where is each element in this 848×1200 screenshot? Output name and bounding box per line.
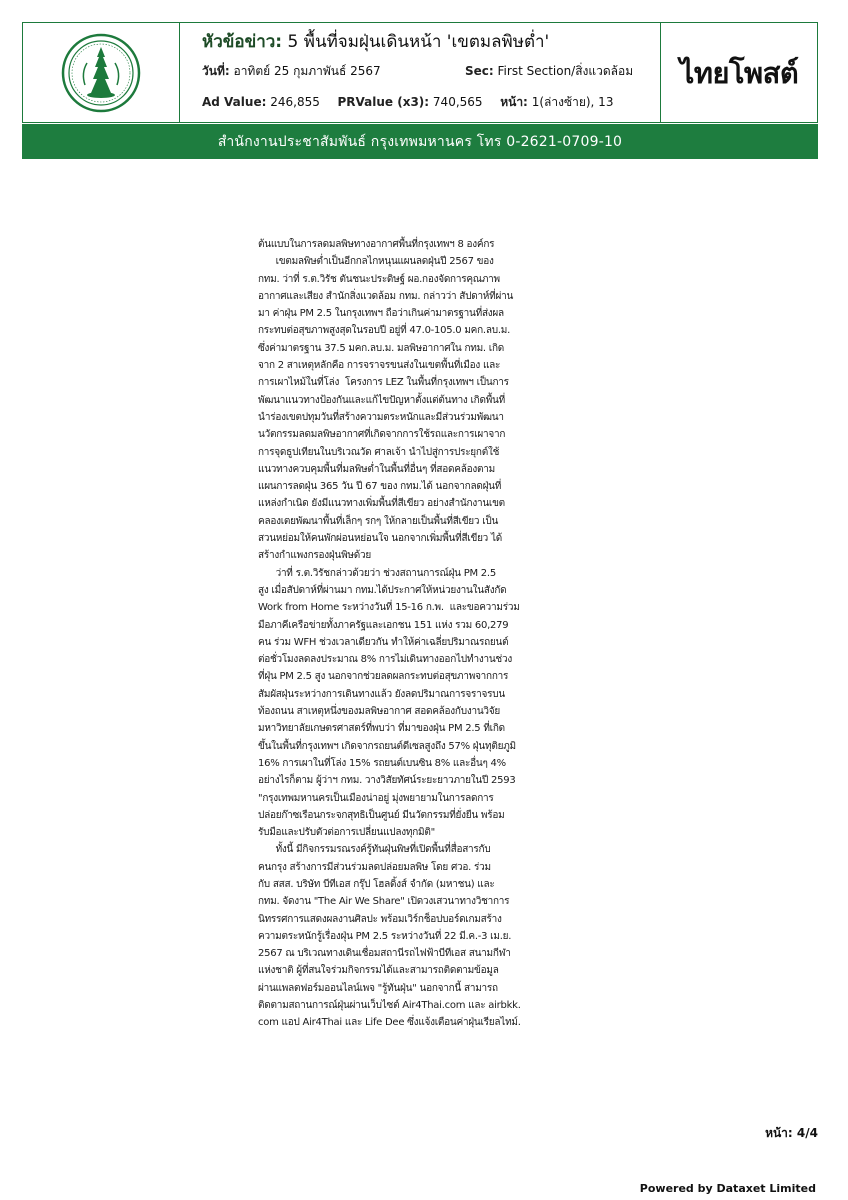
headline-row <box>202 31 660 53</box>
article-line: ผ่านแพลตฟอร์มออนไลน์เพจ "รู้ทันฝุ่น" นอกจากนี้ สามารถ <box>258 982 498 994</box>
article-line: กระทบต่อสุขภาพสูงสุดในรอบปี อยู่ที่ 47.0-105.0 มคก.ลบ.ม. <box>258 325 511 337</box>
page-number-value: 4/4 <box>796 1126 818 1140</box>
ad-value-label: Ad Value: <box>202 95 267 109</box>
article-line: สร้างกำแพงกรองฝุ่นพิษด้วย <box>258 550 371 562</box>
article-line: ท้องถนน สาเหตุหนึ่งของมลพิษอากาศ สอดคล้องกับงานวิจัย <box>258 706 500 718</box>
article-line: คน ร่วม WFH ช่วงเวลาเดียวกัน ทำให้ค่าเฉลี่ยปริมาณรถยนต์ <box>258 636 509 648</box>
article-line: ติดตามสถานการณ์ฝุ่นผ่านเว็บไซต์ Air4Thai.com และ airbkk. <box>258 1000 521 1012</box>
article-line: Work from Home ระหว่างวันที่ 15-16 ก.พ. และขอความร่วม <box>258 602 520 614</box>
page-number-label: หน้า: <box>765 1126 793 1140</box>
article-line: 16% การเผาในที่โล่ง 15% รถยนต์เบนซิน 8% และอื่นๆ 4% <box>258 757 506 769</box>
article-line: ว่าที่ ร.ต.วิรัชกล่าวด้วยว่า ช่วงสถานการณ์ฝุ่น PM 2.5 <box>258 567 496 579</box>
powered-by: Powered by Dataxet Limited <box>639 1182 816 1195</box>
article-line: พัฒนาแนวทางป้องกันและแก้ไขปัญหาตั้งแต่ต้นทาง เกิดพื้นที่ <box>258 394 505 406</box>
article-line: การจุดธูปเทียนในบริเวณวัด ศาลเจ้า นำไปสู่การประยุกต์ใช้ <box>258 446 500 458</box>
article-line: ขึ้นในพื้นที่กรุงเทพฯ เกิดจากรถยนต์ดีเซลสูงถึง 57% ฝุ่นทุติยภูมิ <box>258 740 516 752</box>
headline-label: หัวข้อข่าว: <box>202 32 283 52</box>
article-line: แผนการลดฝุ่น 365 วัน ปี 67 ของ กทม.ได้ นอกจากลดฝุ่นที่ <box>258 481 502 493</box>
article-line: กับ สสส. บริษัท บีทีเอส กรุ๊ป โฮลดิ้งส์ จำกัด (มหาชน) และ <box>258 878 495 890</box>
article-line: อย่างไรก็ตาม ผู้ว่าฯ กทม. วางวิสัยทัศน์ระยะยาวภายในปี 2593 <box>258 775 516 787</box>
article-line: ซึ่งค่ามาตรฐาน 37.5 มคก.ลบ.ม. มลพิษอากาศใน กทม. เกิด <box>258 342 505 354</box>
article-line: เขตมลพิษต่ำเป็นอีกกลไกหนุนแผนลดฝุ่นปี 2567 ของ <box>258 256 494 268</box>
article-line: นำร่องเขตปทุมวันที่สร้างความตระหนักและมีส่วนร่วมพัฒนา <box>258 411 504 423</box>
pr-value-label: PRValue (x3): <box>337 95 430 109</box>
article-line: มือภาคีเครือข่ายทั้งภาครัฐและเอกชน 151 แห่ง รวม 60,279 <box>258 619 509 631</box>
article-line: รับมือและปรับตัวต่อการเปลี่ยนแปลงทุกมิติ" <box>258 827 435 839</box>
headline: 5 พื้นที่จมฝุ่นเดินหน้า 'เขตมลพิษต่ำ' <box>287 32 550 52</box>
article-line: สัมผัสฝุ่นระหว่างการเดินทางแล้ว ยังลดปริมาณการจราจรบน <box>258 688 505 700</box>
pr-value: 740,565 <box>432 95 483 109</box>
section-group <box>465 62 633 81</box>
banner-text: สำนักงานประชาสัมพันธ์ กรุงเทพมหานคร โทร 0-2621-0709-10 <box>217 133 623 150</box>
section-value: First Section/สิ่งแวดล้อม <box>497 64 634 78</box>
article-line: กทม. ว่าที่ ร.ต.วิรัช ตันชนะประดิษฐ์ ผอ.กองจัดการคุณภาพ <box>258 273 500 285</box>
article-line: มหาวิทยาลัยเกษตรศาสตร์ที่พบว่า ที่มาของฝุ่น PM 2.5 ที่เกิด <box>258 723 505 735</box>
article-line: จาก 2 สาเหตุหลักคือ การจราจรขนส่งในเขตพื้นที่เมือง และ <box>258 360 501 372</box>
article-line: com แอป Air4Thai และ Life Dee ซึ่งแจ้งเตือนค่าฝุ่นเรียลไทม์. <box>258 1017 521 1029</box>
article-line: ต่อชั่วโมงลดลงประมาณ 8% การไม่เดินทางออกไปทำงานช่วง <box>258 654 512 666</box>
article-line: คลองเตยพัฒนาพื้นที่เล็กๆ รกๆ ให้กลายเป็นพื้นที่สีเขียว เป็น <box>258 515 499 527</box>
article-line: แหล่งกำเนิด ยังมีแนวทางเพิ่มพื้นที่สีเขียว อย่างสำนักงานเขต <box>258 498 505 510</box>
newspaper-brand: ไทยโพสต์ <box>679 55 799 90</box>
page-label: หน้า: <box>500 95 528 109</box>
date-value: อาทิตย์ 25 กุมภาพันธ์ 2567 <box>233 64 381 78</box>
article-line: ต้นแบบในการลดมลพิษทางอากาศพื้นที่กรุงเทพฯ 8 องค์กร <box>258 239 495 250</box>
article-line: แห่งชาติ ผู้ที่สนใจร่วมกิจกรรมได้และสามารถติดตามข้อมูล <box>258 965 499 977</box>
clipping-header <box>22 22 818 123</box>
article-line: ความตระหนักรู้เรื่องฝุ่น PM 2.5 ระหว่างวันที่ 22 มี.ค.-3 เม.ย. <box>258 930 512 942</box>
values-row <box>202 93 660 112</box>
article-line: 2567 ณ บริเวณทางเดินเชื่อมสถานีรถไฟฟ้าบีทีเอส สนามกีฬา <box>258 948 511 960</box>
article-line: นิทรรศการแสดงผลงานศิลปะ พร้อมเวิร์กช็อปบอร์ดเกมสร้าง <box>258 913 502 925</box>
section-label: Sec: <box>465 64 494 78</box>
article-line: "กรุงเทพมหานครเป็นเมืองน่าอยู่ มุ่งพยายามในการลดการ <box>258 792 494 804</box>
article-line: ปล่อยก๊าซเรือนกระจกสุทธิเป็นศูนย์ มีนวัตกรรมที่ยั่งยืน พร้อม <box>258 809 505 821</box>
page-number <box>765 1124 818 1143</box>
article-line: อากาศและเสียง สำนักสิ่งแวดล้อม กทม. กล่าวว่า สัปดาห์ที่ผ่าน <box>258 290 514 302</box>
article-line: คนกรุง สร้างการมีส่วนร่วมลดปล่อยมลพิษ โดย ศวอ. ร่วม <box>258 861 491 873</box>
article-line: สูง เมื่อสัปดาห์ที่ผ่านมา กทม.ได้ประกาศให้หน่วยงานในสังกัด <box>258 584 507 596</box>
article-line: แนวทางควบคุมพื้นที่มลพิษต่ำในพื้นที่อื่นๆ ที่สอดคล้องตาม <box>258 463 495 475</box>
article-line: นวัตกรรมลดมลพิษอากาศที่เกิดจากการใช้รถและการเผาจาก <box>258 429 506 441</box>
agency-banner <box>22 124 818 159</box>
article-line: ทั้งนี้ มีกิจกรรมรณรงค์รู้ทันฝุ่นพิษที่เปิดพื้นที่สื่อสารกับ <box>258 844 491 856</box>
clipping-info <box>180 23 661 122</box>
article-line: มา ค่าฝุ่น PM 2.5 ในกรุงเทพฯ ถือว่าเกินค่ามาตรฐานที่ส่งผล <box>258 308 504 320</box>
date-label: วันที่: <box>202 64 230 78</box>
article-line: ที่ฝุ่น PM 2.5 สูง นอกจากช่วยลดผลกระทบต่อสุขภาพจากการ <box>258 671 509 683</box>
logo-cell <box>23 23 180 122</box>
article-line: สวนหย่อมให้คนพักผ่อนหย่อนใจ นอกจากเพิ่มพื้นที่สีเขียว ได้ <box>258 533 502 545</box>
article-body <box>258 236 598 1032</box>
article-line: การเผาไหม้ในที่โล่ง โครงการ LEZ ในพื้นที่กรุงเทพฯ เป็นการ <box>258 377 509 389</box>
bangkok-seal-icon <box>61 33 141 113</box>
article-line: กทม. จัดงาน "The Air We Share" เปิดวงเสวนาทางวิชาการ <box>258 896 510 908</box>
ad-value: 246,855 <box>270 95 320 109</box>
brand-cell <box>661 23 817 122</box>
date-section-row <box>202 62 660 86</box>
page-value: 1(ล่างซ้าย), 13 <box>531 95 614 109</box>
